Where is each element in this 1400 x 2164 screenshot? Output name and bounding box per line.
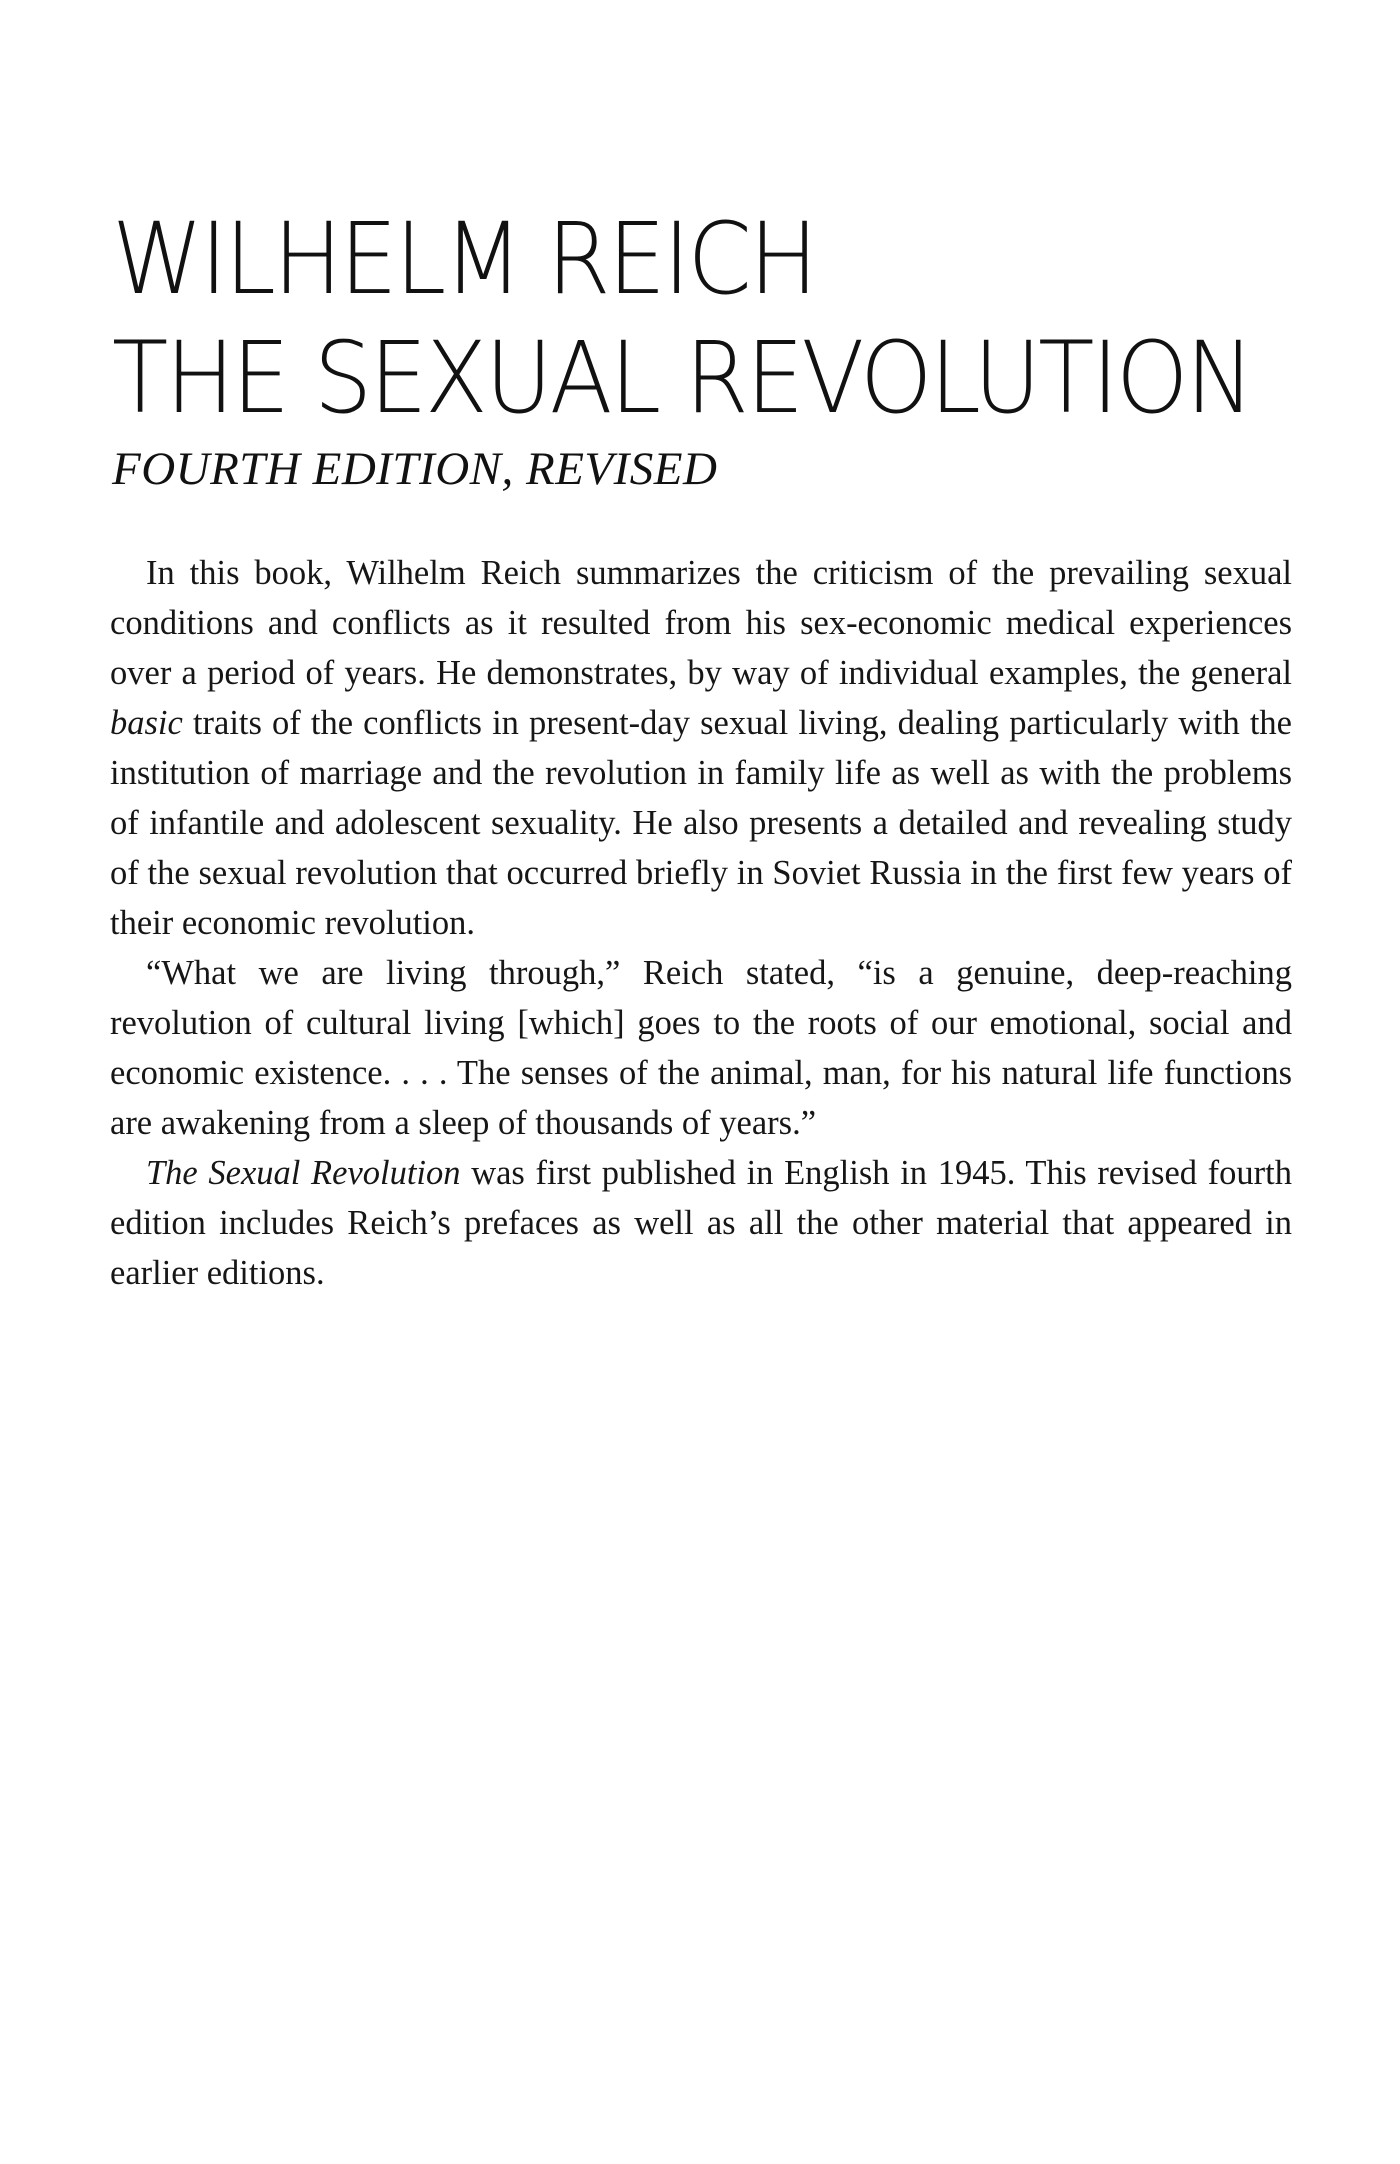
paragraph-summary: In this book, Wilhelm Reich summarizes the criticism of the prevailing sexual conditions and conflicts as it resulted from his sex-economic medical experiences over a period of years. He demonstrates, by way of individual examples, the general basic traits of the conflicts in present-day sexual living, dealing particularly with the institution of marriage and the revolution in family life as well as with the problems of infantile and adolescent sexuality. He also presents a detailed and revealing study of the sexual revolution that occurred briefly in Soviet Russia in the first few years of their economic revolution. <box>110 554 1292 942</box>
title-block <box>112 202 1312 495</box>
paragraph-publication: The Sexual Revolution was first published in English in 1945. This revised fourth edition includes Reich’s prefaces as well as all the other material that appeared in earlier editions. <box>110 1154 1292 1292</box>
book-title: THE SEXUAL REVOLUTION <box>112 321 1252 436</box>
description-text <box>110 548 1292 1298</box>
edition-label: FOURTH EDITION, REVISED <box>112 443 718 495</box>
paragraph-quote: “What we are living through,” Reich stated, “is a genuine, deep-reaching revolution of cultural living [which] goes to the roots of our emotional, social and economic existence. . . . The senses of the animal, man, for his natural life functions are awakening from a sleep of thousands of years.” <box>110 954 1292 1142</box>
author-name: WILHELM REICH <box>112 202 816 317</box>
